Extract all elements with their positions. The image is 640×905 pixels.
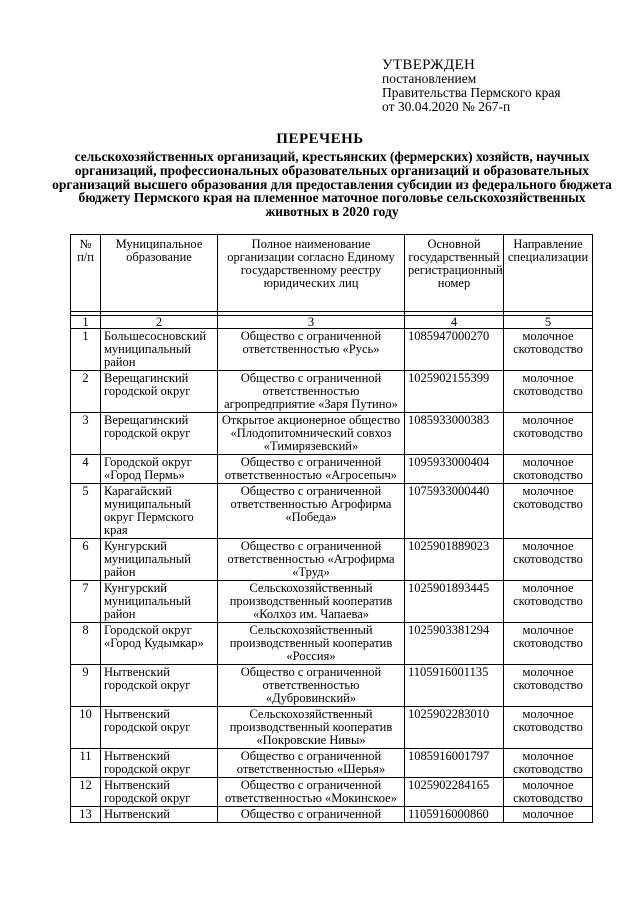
- row-municipality: Кунгурский муниципальный район: [101, 581, 218, 623]
- row-number: 1: [71, 329, 101, 371]
- row-number: 6: [71, 539, 101, 581]
- header-municipality: Муниципальное образование: [101, 235, 218, 312]
- row-organization: Общество с ограниченной ответственностью агропредприятие «Заря Путино»: [218, 371, 405, 413]
- row-number: 2: [71, 371, 101, 413]
- row-organization: Общество с ограниченной ответственностью «Агрофирма «Труд»: [218, 539, 405, 581]
- row-ogrn: 1025902155399: [405, 371, 504, 413]
- row-specialization: молочное скотоводство: [504, 413, 593, 455]
- column-number: 1: [71, 316, 101, 329]
- row-specialization: молочное скотоводство: [504, 581, 593, 623]
- row-ogrn: 1075933000440: [405, 484, 504, 539]
- table-row: [71, 329, 593, 371]
- row-ogrn: 1025902284165: [405, 778, 504, 807]
- row-municipality: Нытвенский городской округ: [101, 749, 218, 778]
- row-organization: Общество с ограниченной ответственностью «Дубровинский»: [218, 665, 405, 707]
- organizations-table: [70, 234, 593, 823]
- column-number: 4: [405, 316, 504, 329]
- table-row: [71, 371, 593, 413]
- row-organization: Общество с ограниченной ответственностью Агрофирма «Победа»: [218, 484, 405, 539]
- row-specialization: молочное скотоводство: [504, 707, 593, 749]
- column-number: 3: [218, 316, 405, 329]
- document-title: ПЕРЕЧЕНЬ: [276, 131, 364, 147]
- row-organization: Общество с ограниченной: [218, 807, 405, 823]
- row-specialization: молочное скотоводство: [504, 329, 593, 371]
- row-ogrn: 1025901893445: [405, 581, 504, 623]
- row-municipality: Нытвенский городской округ: [101, 778, 218, 807]
- table-header-row: [71, 235, 593, 312]
- row-ogrn: 1085947000270: [405, 329, 504, 371]
- row-specialization: молочное скотоводство: [504, 623, 593, 665]
- row-organization: Общество с ограниченной ответственностью «Русь»: [218, 329, 405, 371]
- row-ogrn: 1105916001135: [405, 665, 504, 707]
- row-specialization: молочное скотоводство: [504, 455, 593, 484]
- row-organization: Общество с ограниченной ответственностью «Мокинское»: [218, 778, 405, 807]
- row-ogrn: 1095933000404: [405, 455, 504, 484]
- row-number: 3: [71, 413, 101, 455]
- row-municipality: Городской округ «Город Пермь»: [101, 455, 218, 484]
- row-municipality: Городской округ «Город Кудымкар»: [101, 623, 218, 665]
- header-specialization: Направление специализации: [504, 235, 593, 312]
- row-organization: Общество с ограниченной ответственностью «Шерья»: [218, 749, 405, 778]
- row-organization: Сельскохозяйственный производственный кооператив «Россия»: [218, 623, 405, 665]
- row-ogrn: 1025903381294: [405, 623, 504, 665]
- row-specialization: молочное скотоводство: [504, 539, 593, 581]
- column-number: 2: [101, 316, 218, 329]
- row-specialization: молочное скотоводство: [504, 749, 593, 778]
- column-number: 5: [504, 316, 593, 329]
- row-specialization: молочное скотоводство: [504, 665, 593, 707]
- row-number: 12: [71, 778, 101, 807]
- row-organization: Общество с ограниченной ответственностью «Агросепыч»: [218, 455, 405, 484]
- row-ogrn: 1025902283010: [405, 707, 504, 749]
- row-number: 9: [71, 665, 101, 707]
- row-specialization: молочное скотоводство: [504, 484, 593, 539]
- approval-line-decree: постановлением: [382, 71, 477, 86]
- row-number: 4: [71, 455, 101, 484]
- table-row: [71, 807, 593, 823]
- row-ogrn: 1025901889023: [405, 539, 504, 581]
- table-row: [71, 665, 593, 707]
- row-ogrn: 1105916000860: [405, 807, 504, 823]
- row-organization: Сельскохозяйственный производственный кооператив «Колхоз им. Чапаева»: [218, 581, 405, 623]
- row-municipality: Кунгурский муниципальный район: [101, 539, 218, 581]
- table-row: [71, 539, 593, 581]
- table-row: [71, 455, 593, 484]
- row-specialization: молочное скотоводство: [504, 778, 593, 807]
- row-municipality: Верещагинский городской округ: [101, 371, 218, 413]
- approval-title: УТВЕРЖДЕН: [382, 57, 476, 73]
- row-municipality: Нытвенский городской округ: [101, 707, 218, 749]
- approval-line-government: Правительства Пермского края: [382, 85, 561, 100]
- row-number: 11: [71, 749, 101, 778]
- row-number: 10: [71, 707, 101, 749]
- table-row: [71, 778, 593, 807]
- row-number: 7: [71, 581, 101, 623]
- header-ogrn: Основной государственный регистрационный номер: [405, 235, 504, 312]
- row-municipality: Верещагинский городской округ: [101, 413, 218, 455]
- row-municipality: Карагайский муниципальный округ Пермского края: [101, 484, 218, 539]
- table-row: [71, 581, 593, 623]
- row-ogrn: 1085916001797: [405, 749, 504, 778]
- approval-stamp: [382, 58, 622, 114]
- row-organization: Сельскохозяйственный производственный кооператив «Покровские Нивы»: [218, 707, 405, 749]
- row-ogrn: 1085933000383: [405, 413, 504, 455]
- document-subtitle: сельскохозяйственных организаций, крестьянских (фермерских) хозяйств, научных организаций, профессиональных образовательных организаций и образовательных организаций высшего образования для предоставления субсидии из федерального бюджета бюджету Пермского края на племенное маточное поголовье сельскохозяйственных животных в 2020 году: [52, 149, 612, 220]
- row-municipality: Большесосновский муниципальный район: [101, 329, 218, 371]
- row-municipality: Нытвенский: [101, 807, 218, 823]
- column-number-row: [71, 316, 593, 329]
- table-row: [71, 484, 593, 539]
- table-row: [71, 707, 593, 749]
- row-number: 5: [71, 484, 101, 539]
- row-municipality: Нытвенский городской округ: [101, 665, 218, 707]
- header-organization: Полное наименование организации согласно Единому государственному реестру юридических лиц: [218, 235, 405, 312]
- row-organization: Открытое акционерное общество «Плодопитомнический совхоз «Тимирязевский»: [218, 413, 405, 455]
- row-number: 8: [71, 623, 101, 665]
- row-specialization: молочное: [504, 807, 593, 823]
- row-number: 13: [71, 807, 101, 823]
- table-row: [71, 413, 593, 455]
- row-specialization: молочное скотоводство: [504, 371, 593, 413]
- table-row: [71, 749, 593, 778]
- table-row: [71, 623, 593, 665]
- approval-line-date: от 30.04.2020 № 267-п: [382, 99, 511, 114]
- header-number: № п/п: [71, 235, 101, 312]
